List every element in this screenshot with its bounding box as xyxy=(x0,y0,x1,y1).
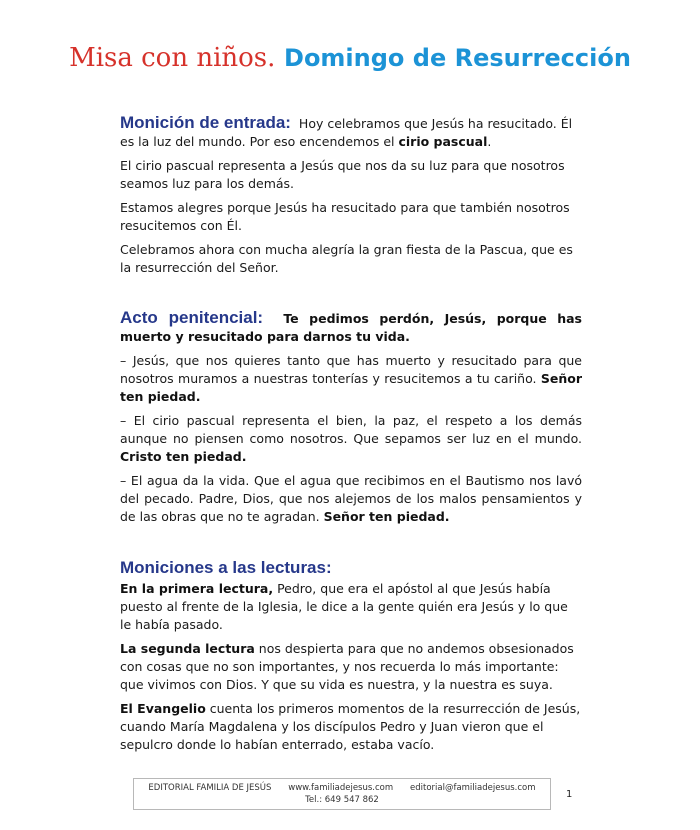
entrada-end: . xyxy=(487,134,492,149)
section-spacer xyxy=(120,532,582,558)
section-spacer xyxy=(120,283,582,309)
penitencial-item-text: – El cirio pascual representa el bien, la paz, el respeto a los demás aunque no piensen como nosotros. Que sepamos ser luz en el mundo. xyxy=(120,413,582,446)
penitencial-item-text: – Jesús, que nos quieres tanto que has muerto y resucitado para que nosotros muramos a nuestras tonterías y resucitemos a tu cariño. xyxy=(120,353,582,386)
entrada-paragraph: Estamos alegres porque Jesús ha resucitado para que también nosotros resucitemos con Él. xyxy=(120,200,570,233)
lectura-item xyxy=(120,580,582,634)
page-title xyxy=(0,40,700,76)
footer-email[interactable]: editorial@familiadejesus.com xyxy=(410,783,536,793)
lectura-lead: En la primera lectura, xyxy=(120,581,274,596)
penitencial-item xyxy=(120,352,582,406)
section-heading-penitencial: Acto penitencial: xyxy=(120,308,264,327)
lectura-lead: La segunda lectura xyxy=(120,641,255,656)
penitencial-item xyxy=(120,472,582,526)
penitencial-response: Señor ten piedad. xyxy=(120,371,582,404)
footer-phone: Tel.: 649 547 862 xyxy=(305,795,379,805)
entrada-paragraph: Celebramos ahora con mucha alegría la gran fiesta de la Pascua, que es la resurrección del Señor. xyxy=(120,242,573,275)
penitencial-intro: Te pedimos perdón, Jesús, porque has muerto y resucitado para darnos tu vida. xyxy=(120,311,582,344)
lectura-item xyxy=(120,640,582,694)
entrada-bold: cirio pascual xyxy=(398,134,488,149)
penitencial-response: Cristo ten piedad. xyxy=(120,449,247,464)
lectura-item xyxy=(120,700,582,754)
title-part-1: Misa con niños. xyxy=(69,43,276,73)
entrada-text: Hoy celebramos que Jesús ha resucitado. Él es la luz del mundo. Por eso encendemos el xyxy=(120,116,573,149)
page-number: 1 xyxy=(566,788,573,800)
penitencial-item-text: – El agua da la vida. Que el agua que recibimos en el Bautismo nos lavó del pecado. Padre, Dios, que nos alejemos de los malos pensamientos y de las obras que no te agradan. xyxy=(120,473,582,524)
section-lecturas xyxy=(120,558,582,754)
footer-box xyxy=(133,778,551,810)
lectura-text: cuenta los primeros momentos de la resurrección de Jesús, cuando María Magdalena y los discípulos Pedro y Juan vieron que el sepulcro donde lo habían enterrado, estaba vacío. xyxy=(120,701,581,752)
document-body xyxy=(120,114,582,760)
footer-row xyxy=(133,778,700,810)
lectura-lead: El Evangelio xyxy=(120,701,206,716)
lectura-text: nos despierta para que no andemos obsesionados con cosas que no son importantes, y nos recuerda lo más importante: que vivimos con Dios. Y que su vida es nuestra, y la nuestra es suya. xyxy=(120,641,574,692)
entrada-paragraph: El cirio pascual representa a Jesús que nos da su luz para que nosotros seamos luz para los demás. xyxy=(120,158,565,191)
section-penitencial xyxy=(120,309,582,526)
footer-website[interactable]: www.familiadejesus.com xyxy=(288,783,394,793)
footer-publisher: EDITORIAL FAMILIA DE JESÚS xyxy=(148,783,272,793)
penitencial-item xyxy=(120,412,582,466)
lectura-text: Pedro, que era el apóstol al que Jesús había puesto al frente de la Iglesia, le dice a la gente quién era Jesús y lo que le había pasado. xyxy=(120,581,568,632)
section-heading-lecturas: Moniciones a las lecturas: xyxy=(120,558,332,577)
section-heading-entrada: Monición de entrada: xyxy=(120,113,291,132)
section-entrada xyxy=(120,114,582,277)
penitencial-response: Señor ten piedad. xyxy=(323,509,450,524)
title-part-2: Domingo de Resurrección xyxy=(284,44,631,72)
